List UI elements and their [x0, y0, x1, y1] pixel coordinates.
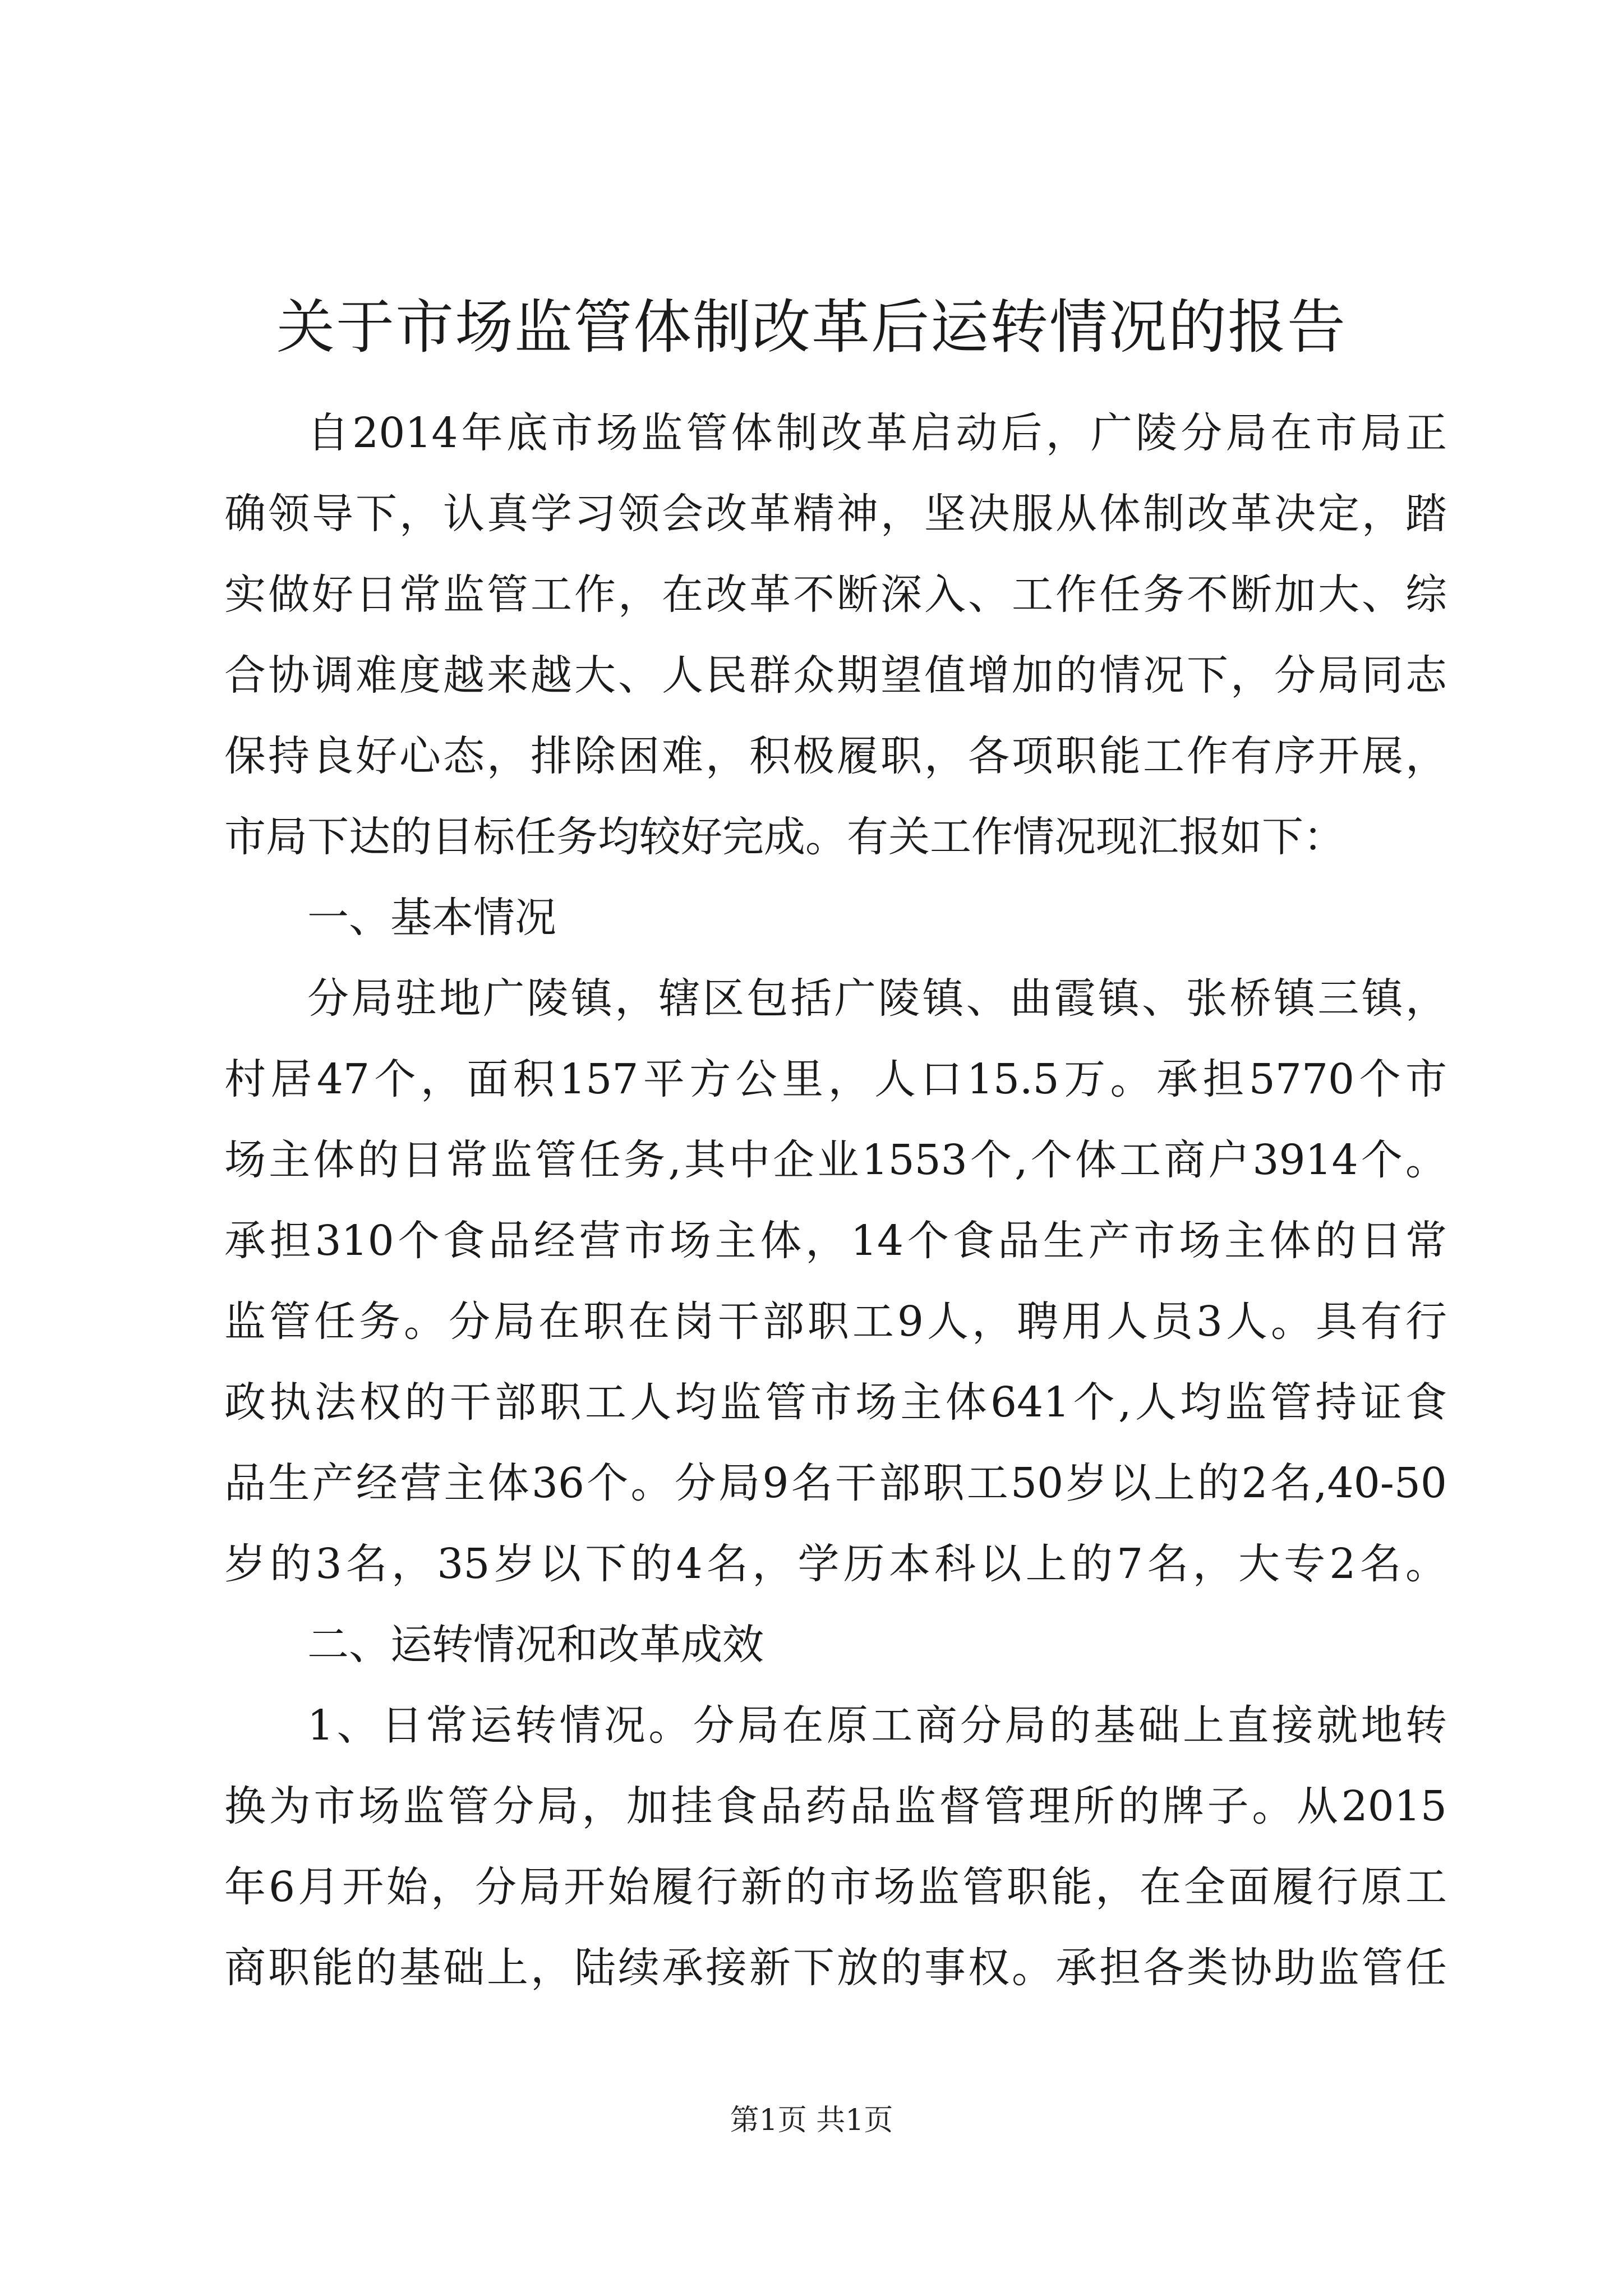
body-line: 实做好日常监管工作，在改革不断深入、工作任务不断加大、综 — [224, 570, 1447, 619]
body-line: 1、日常运转情况。分局在原工商分局的基础上直接就地转 — [307, 1701, 1447, 1750]
body-line: 岁的3名，35岁以下的4名，学历本科以上的7名，大专2名。 — [224, 1540, 1447, 1588]
document-title: 关于市场监管体制改革后运转情况的报告 — [276, 293, 1347, 361]
body-line: 换为市场监管分局，加挂食品药品监督管理所的牌子。从2015 — [224, 1782, 1447, 1830]
body-line: 监管任务。分局在职在岗干部职工9人，聘用人员3人。具有行 — [224, 1297, 1447, 1346]
body-line: 确领导下，认真学习领会改革精神，坚决服从体制改革决定，踏 — [224, 490, 1447, 538]
body-line: 保持良好心态，排除困难，积极履职，各项职能工作有序开展， — [224, 732, 1447, 780]
body-line: 政执法权的干部职工人均监管市场主体641个,人均监管持证食 — [224, 1378, 1447, 1427]
body-line: 村居47个，面积157平方公里，人口15.5万。承担5770个市 — [224, 1055, 1447, 1103]
body-line: 承担310个食品经营市场主体，14个食品生产市场主体的日常 — [224, 1217, 1447, 1265]
body-line: 场主体的日常监管任务,其中企业1553个,个体工商户3914个。 — [224, 1136, 1447, 1184]
body-line: 年6月开始，分局开始履行新的市场监管职能，在全面履行原工 — [224, 1863, 1447, 1911]
document-body — [224, 393, 1447, 2008]
body-line: 合协调难度越来越大、人民群众期望值增加的情况下，分局同志 — [224, 651, 1447, 700]
body-line: 商职能的基础上，陆续承接新下放的事权。承担各类协助监管任 — [224, 1944, 1447, 1992]
body-line: 自2014年底市场监管体制改革启动后，广陵分局在市局正 — [307, 409, 1447, 457]
section-heading: 一、基本情况 — [307, 894, 556, 942]
section-heading: 二、运转情况和改革成效 — [307, 1621, 764, 1669]
page-footer: 第1页 共1页 — [730, 2104, 893, 2137]
body-line: 市局下达的目标任务均较好完成。有关工作情况现汇报如下： — [224, 813, 1345, 861]
body-line: 品生产经营主体36个。分局9名干部职工50岁以上的2名,40-50 — [224, 1459, 1447, 1507]
body-line: 分局驻地广陵镇，辖区包括广陵镇、曲霞镇、张桥镇三镇， — [307, 974, 1447, 1023]
